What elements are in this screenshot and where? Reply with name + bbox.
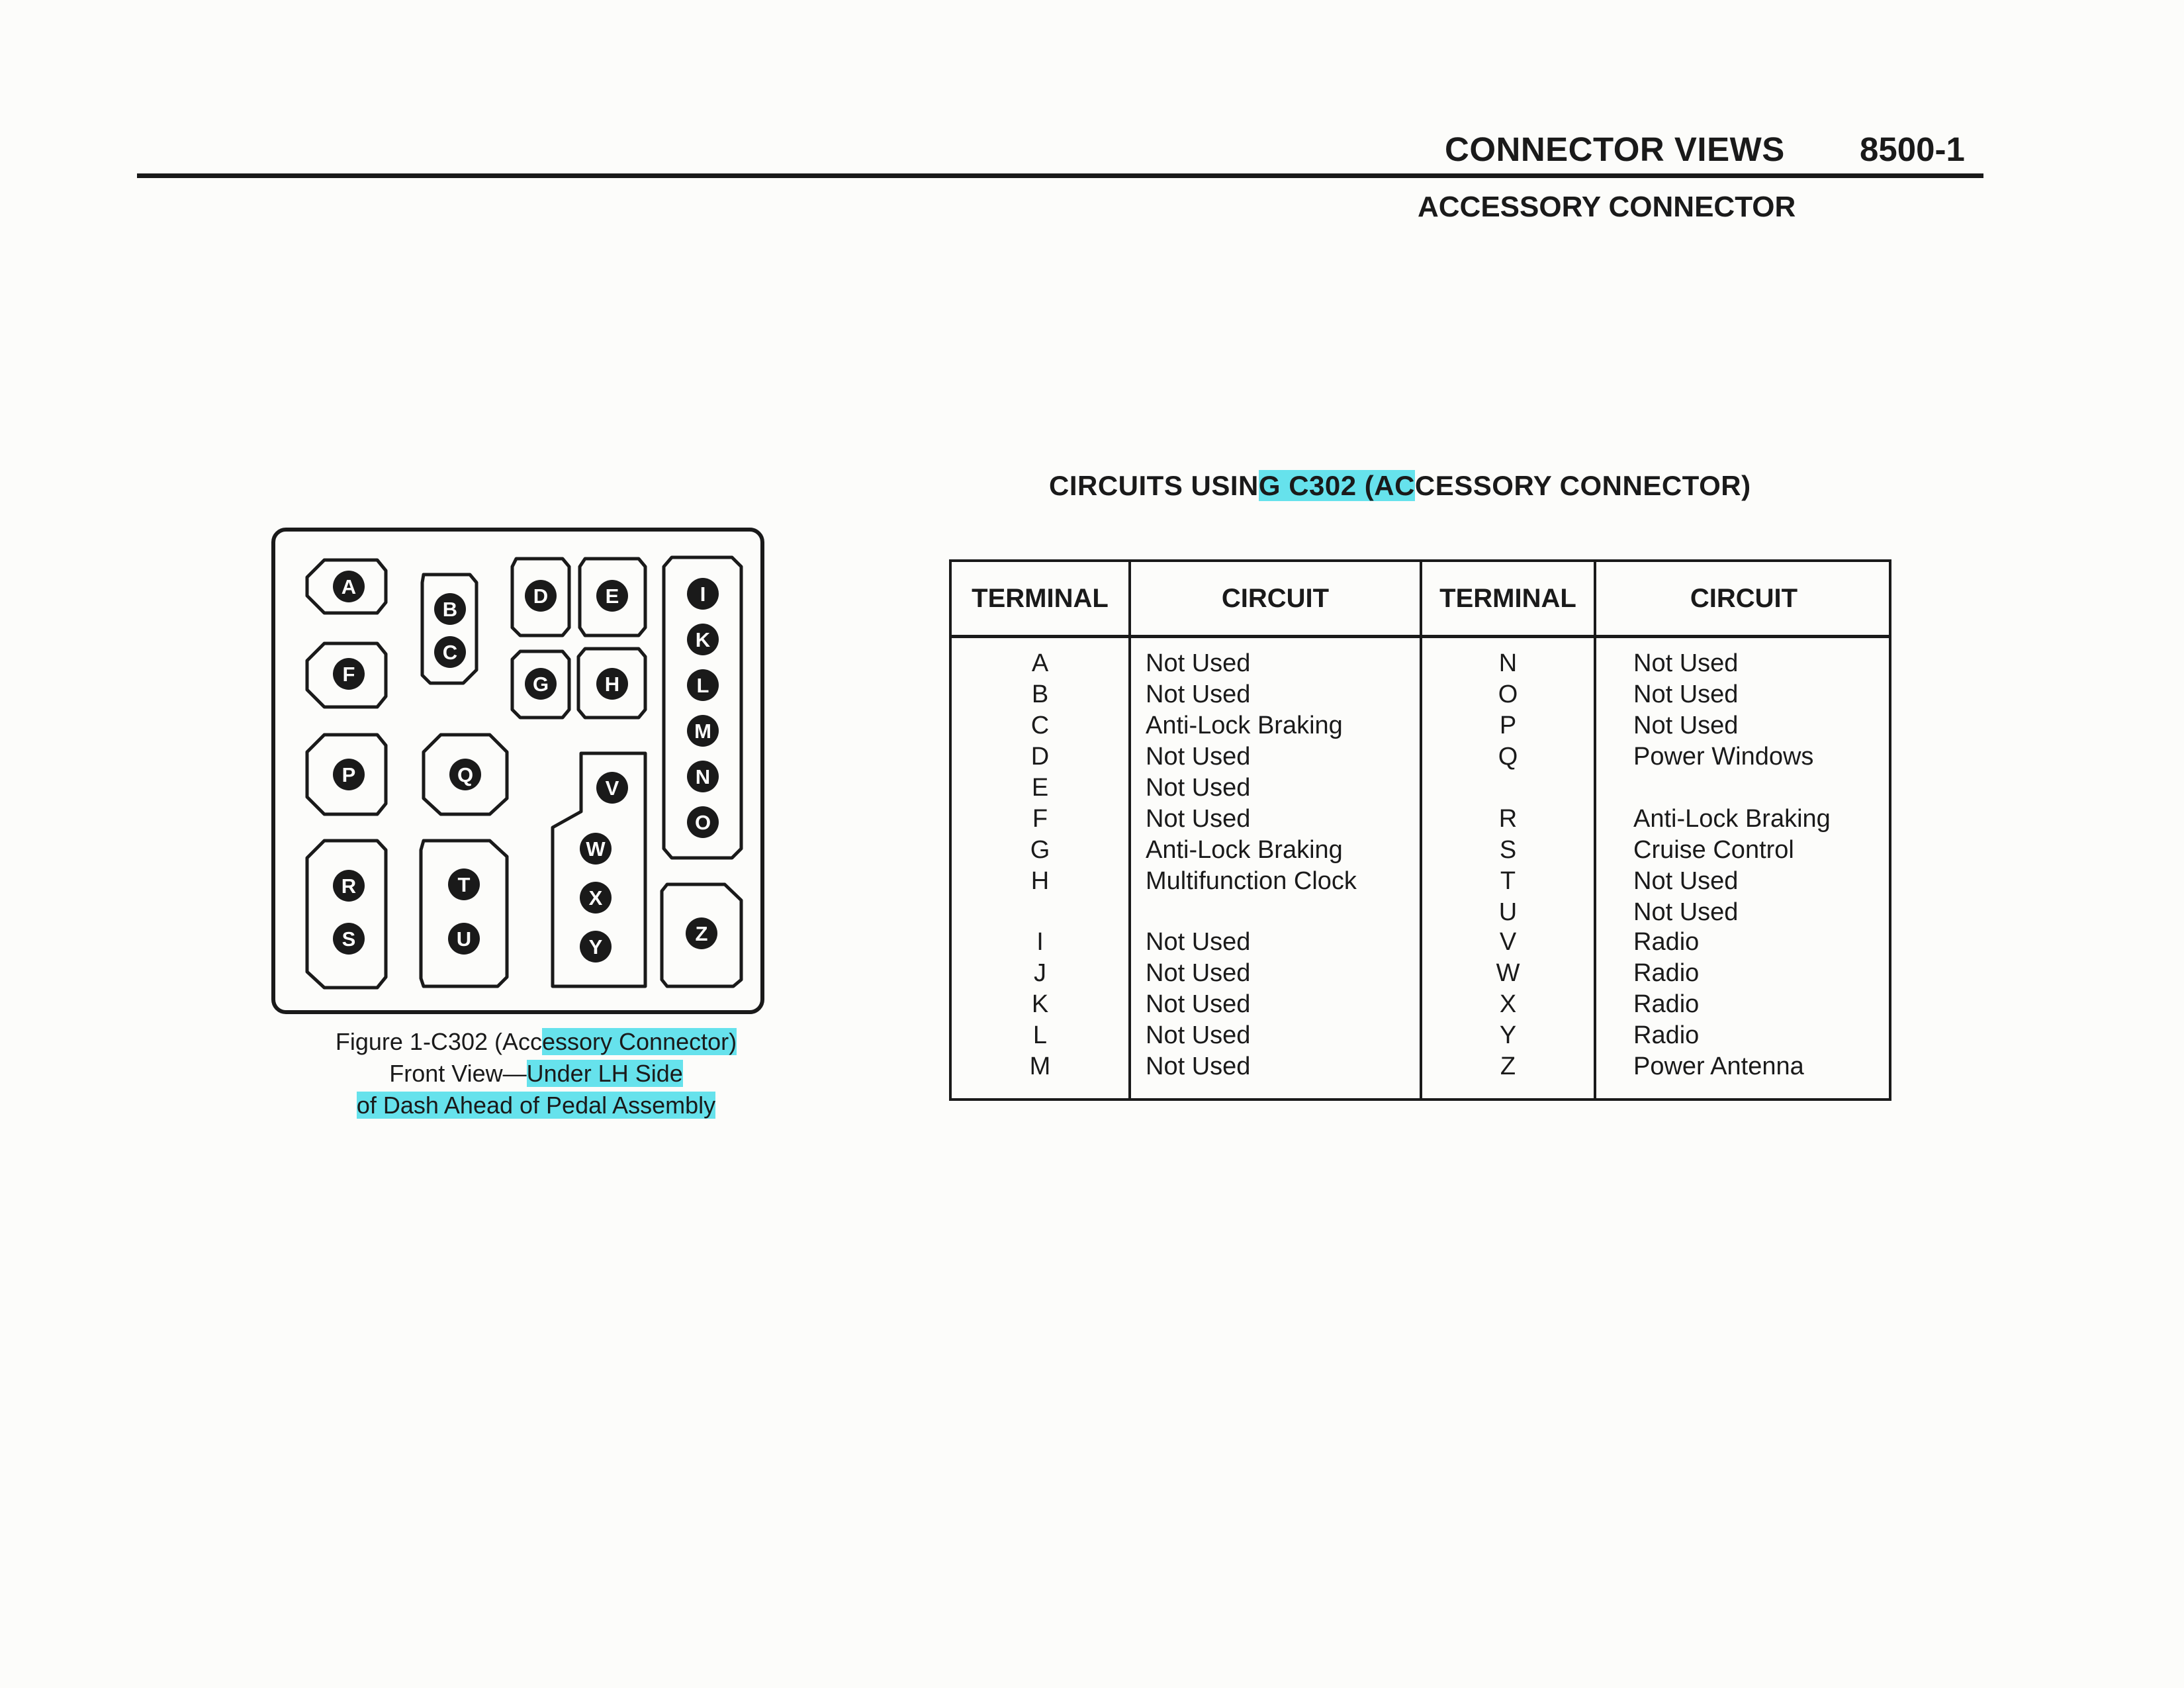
table-divider-1 [1128, 562, 1131, 1098]
right-circuit-w: Radio [1633, 959, 1700, 987]
pin-q [449, 759, 481, 790]
right-circuit-y: Radio [1633, 1021, 1700, 1049]
right-circuit-u: Not Used [1633, 898, 1739, 926]
pin-k [687, 624, 719, 655]
caption-line-1-text: Figure 1-C302 (Acc [335, 1028, 542, 1055]
right-circuit-s: Cruise Control [1633, 836, 1794, 864]
pin-label: N [695, 765, 711, 788]
pin-label: L [696, 674, 709, 697]
left-terminal-m: M [1029, 1053, 1051, 1080]
right-circuit-p: Not Used [1633, 712, 1739, 739]
pin-z [686, 917, 717, 949]
caption-line-3-highlight: of Dash Ahead of Pedal Assembly [356, 1092, 716, 1119]
caption-line-1-highlight: essory Connector) [542, 1028, 737, 1055]
pin-o [687, 806, 719, 838]
pin-w [580, 833, 612, 865]
caption-line-2-highlight: Under LH Side [526, 1060, 683, 1087]
right-terminal-q: Q [1498, 743, 1518, 771]
pin-label: I [700, 583, 706, 606]
pin-b [434, 593, 466, 625]
pin-m [687, 715, 719, 747]
left-circuit-c: Anti-Lock Braking [1146, 712, 1343, 739]
left-terminal-h: H [1030, 867, 1050, 895]
pin-label: R [341, 874, 357, 898]
page-number: 8500-1 [1860, 130, 1965, 168]
left-circuit-b: Not Used [1146, 680, 1251, 708]
right-terminal-t: T [1500, 867, 1516, 895]
right-terminal-o: O [1498, 680, 1518, 708]
left-circuit-f: Not Used [1146, 805, 1251, 833]
pin-p [333, 759, 365, 790]
header-terminal-left: TERMINAL [972, 584, 1109, 613]
right-terminal-n: N [1498, 649, 1518, 677]
pin-label: V [605, 776, 619, 800]
right-terminal-z: Z [1500, 1053, 1516, 1080]
left-terminal-k: K [1031, 990, 1049, 1018]
left-circuit-h: Multifunction Clock [1146, 867, 1357, 895]
table-title [1049, 470, 1751, 502]
right-circuit-x: Radio [1633, 990, 1700, 1018]
pin-label: K [695, 628, 711, 651]
left-circuit-i: Not Used [1146, 928, 1251, 956]
pin-x [580, 882, 612, 914]
pin-f [333, 658, 365, 690]
pin-v [596, 772, 628, 804]
table-title-part1: CIRCUITS USIN [1049, 470, 1259, 501]
left-terminal-g: G [1030, 836, 1050, 864]
left-circuit-l: Not Used [1146, 1021, 1251, 1049]
pin-label: S [341, 927, 356, 951]
right-terminal-x: X [1499, 990, 1517, 1018]
pin-a [333, 571, 365, 602]
left-terminal-e: E [1031, 774, 1049, 802]
pin-label: P [341, 763, 356, 786]
right-terminal-w: W [1496, 959, 1520, 987]
left-circuit-e: Not Used [1146, 774, 1251, 802]
left-terminal-d: D [1030, 743, 1050, 771]
pin-y [580, 931, 612, 962]
pin-label: A [341, 575, 357, 598]
left-circuit-d: Not Used [1146, 743, 1251, 771]
pin-label: E [605, 585, 619, 608]
left-circuit-k: Not Used [1146, 990, 1251, 1018]
section-subtitle: ACCESSORY CONNECTOR [1418, 191, 1796, 223]
left-terminal-i: I [1036, 928, 1044, 956]
pin-label: Y [588, 935, 603, 959]
header-circuit-right: CIRCUIT [1690, 584, 1798, 613]
pin-label: Q [457, 763, 474, 786]
pin-n [687, 761, 719, 792]
table-title-part3: CESSORY CONNECTOR) [1414, 470, 1751, 501]
pin-h [596, 668, 628, 700]
left-terminal-a: A [1031, 649, 1049, 677]
pin-t [448, 868, 480, 900]
left-circuit-g: Anti-Lock Braking [1146, 836, 1343, 864]
pin-label: U [456, 927, 472, 951]
header-terminal-right: TERMINAL [1439, 584, 1576, 613]
pin-label: G [532, 673, 549, 696]
left-circuit-a: Not Used [1146, 649, 1251, 677]
pin-l [687, 669, 719, 701]
right-circuit-t: Not Used [1633, 867, 1739, 895]
pin-label: H [604, 673, 620, 696]
cavity-rs [307, 841, 386, 988]
left-terminal-c: C [1030, 712, 1050, 739]
pin-label: B [442, 598, 458, 621]
left-terminal-f: F [1032, 805, 1048, 833]
pin-i [687, 578, 719, 610]
pin-e [596, 580, 628, 612]
pin-r [333, 870, 365, 902]
pin-g [525, 668, 557, 700]
right-terminal-r: R [1498, 805, 1518, 833]
table-title-highlight: G C302 (AC [1258, 470, 1415, 501]
right-circuit-v: Radio [1633, 928, 1700, 956]
left-circuit-j: Not Used [1146, 959, 1251, 987]
left-terminal-l: L [1032, 1021, 1048, 1049]
pin-label: O [694, 811, 711, 834]
left-circuit-m: Not Used [1146, 1053, 1251, 1080]
cavity-tu [421, 841, 507, 986]
pin-s [333, 923, 365, 955]
pin-u [448, 923, 480, 955]
figure-caption [251, 1026, 821, 1121]
right-terminal-v: V [1499, 928, 1517, 956]
pin-label: M [694, 720, 711, 743]
right-circuit-n: Not Used [1633, 649, 1739, 677]
right-circuit-o: Not Used [1633, 680, 1739, 708]
caption-line-3 [251, 1090, 821, 1121]
page-title: CONNECTOR VIEWS [1445, 130, 1785, 168]
pin-d [525, 580, 557, 612]
table-divider-3 [1594, 562, 1596, 1098]
right-terminal-p: P [1499, 712, 1517, 739]
caption-line-1 [251, 1026, 821, 1058]
pin-label: F [342, 663, 355, 686]
left-terminal-j: J [1034, 959, 1046, 987]
circuit-table [949, 559, 1891, 1101]
pin-label: Z [695, 922, 708, 945]
right-circuit-q: Power Windows [1633, 743, 1814, 771]
left-terminal-b: B [1031, 680, 1049, 708]
pin-label: D [533, 585, 549, 608]
pin-label: C [442, 641, 458, 664]
right-terminal-u: U [1498, 898, 1518, 926]
right-terminal-y: Y [1499, 1021, 1517, 1049]
header-circuit-left: CIRCUIT [1221, 584, 1330, 613]
caption-line-2-text: Front View— [389, 1060, 527, 1087]
pin-label: X [588, 886, 603, 910]
caption-line-2 [251, 1058, 821, 1090]
pin-label: W [586, 837, 606, 861]
right-circuit-r: Anti-Lock Braking [1633, 805, 1831, 833]
pin-label: T [457, 873, 471, 896]
right-terminal-s: S [1499, 836, 1517, 864]
right-circuit-z: Power Antenna [1633, 1053, 1804, 1080]
pin-c [434, 636, 466, 668]
